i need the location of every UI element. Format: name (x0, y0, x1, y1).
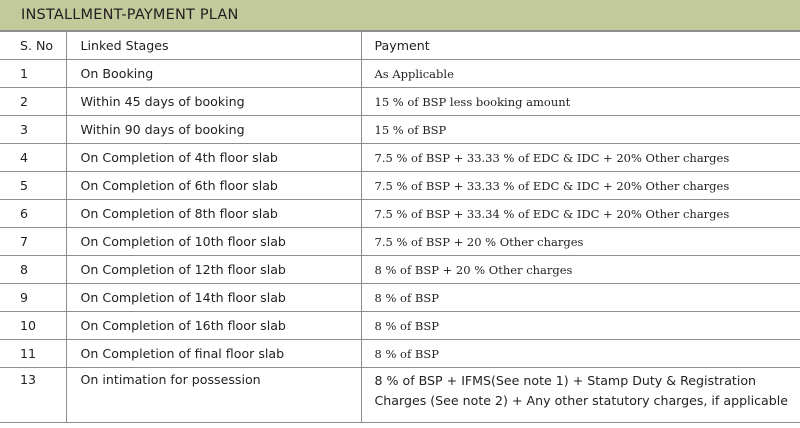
row-stage: On Completion of 8th floor slab (66, 200, 361, 228)
row-stage: On Completion of 10th floor slab (66, 228, 361, 256)
table-row (0, 200, 800, 228)
row-stage: On Completion of 12th floor slab (66, 256, 361, 284)
row-payment: 8 % of BSP (361, 284, 800, 312)
row-payment: 15 % of BSP (361, 116, 800, 144)
header-sno: S. No (0, 32, 66, 60)
row-stage: On Completion of 6th floor slab (66, 172, 361, 200)
row-stage: On Completion of 16th floor slab (66, 312, 361, 340)
row-payment: 8 % of BSP + IFMS(See note 1) + Stamp Duty & Registration Charges (See note 2) + Any other statutory charges, if applicable (361, 368, 800, 423)
row-sno: 2 (0, 88, 66, 116)
row-sno: 8 (0, 256, 66, 284)
table-row (0, 60, 800, 88)
table-row (0, 172, 800, 200)
row-sno: 5 (0, 172, 66, 200)
row-stage: On Completion of 14th floor slab (66, 284, 361, 312)
row-stage: On Completion of final floor slab (66, 340, 361, 368)
table-row (0, 284, 800, 312)
row-sno: 4 (0, 144, 66, 172)
row-sno: 10 (0, 312, 66, 340)
row-sno: 11 (0, 340, 66, 368)
row-sno: 7 (0, 228, 66, 256)
row-sno: 1 (0, 60, 66, 88)
row-stage: Within 45 days of booking (66, 88, 361, 116)
table-row (0, 340, 800, 368)
row-payment: 8 % of BSP (361, 312, 800, 340)
table-header-row (0, 32, 800, 60)
header-linked-stages: Linked Stages (66, 32, 361, 60)
table-row (0, 228, 800, 256)
row-sno: 3 (0, 116, 66, 144)
table-row (0, 312, 800, 340)
row-payment: As Applicable (361, 60, 800, 88)
row-stage: On Booking (66, 60, 361, 88)
row-sno: 6 (0, 200, 66, 228)
row-payment: 8 % of BSP + 20 % Other charges (361, 256, 800, 284)
table-row (0, 116, 800, 144)
row-payment: 8 % of BSP (361, 340, 800, 368)
row-payment: 7.5 % of BSP + 33.33 % of EDC & IDC + 20% Other charges (361, 144, 800, 172)
row-stage: On intimation for possession (66, 368, 361, 423)
row-payment: 7.5 % of BSP + 33.34 % of EDC & IDC + 20% Other charges (361, 200, 800, 228)
table-title: INSTALLMENT-PAYMENT PLAN (0, 0, 800, 31)
header-payment: Payment (361, 32, 800, 60)
row-payment: 15 % of BSP less booking amount (361, 88, 800, 116)
installment-plan-table (0, 31, 800, 423)
table-row (0, 256, 800, 284)
table-row (0, 88, 800, 116)
row-payment: 7.5 % of BSP + 20 % Other charges (361, 228, 800, 256)
row-payment: 7.5 % of BSP + 33.33 % of EDC & IDC + 20% Other charges (361, 172, 800, 200)
row-sno: 13 (0, 368, 66, 423)
table-row (0, 144, 800, 172)
row-sno: 9 (0, 284, 66, 312)
row-stage: Within 90 days of booking (66, 116, 361, 144)
table-row (0, 368, 800, 423)
row-stage: On Completion of 4th floor slab (66, 144, 361, 172)
